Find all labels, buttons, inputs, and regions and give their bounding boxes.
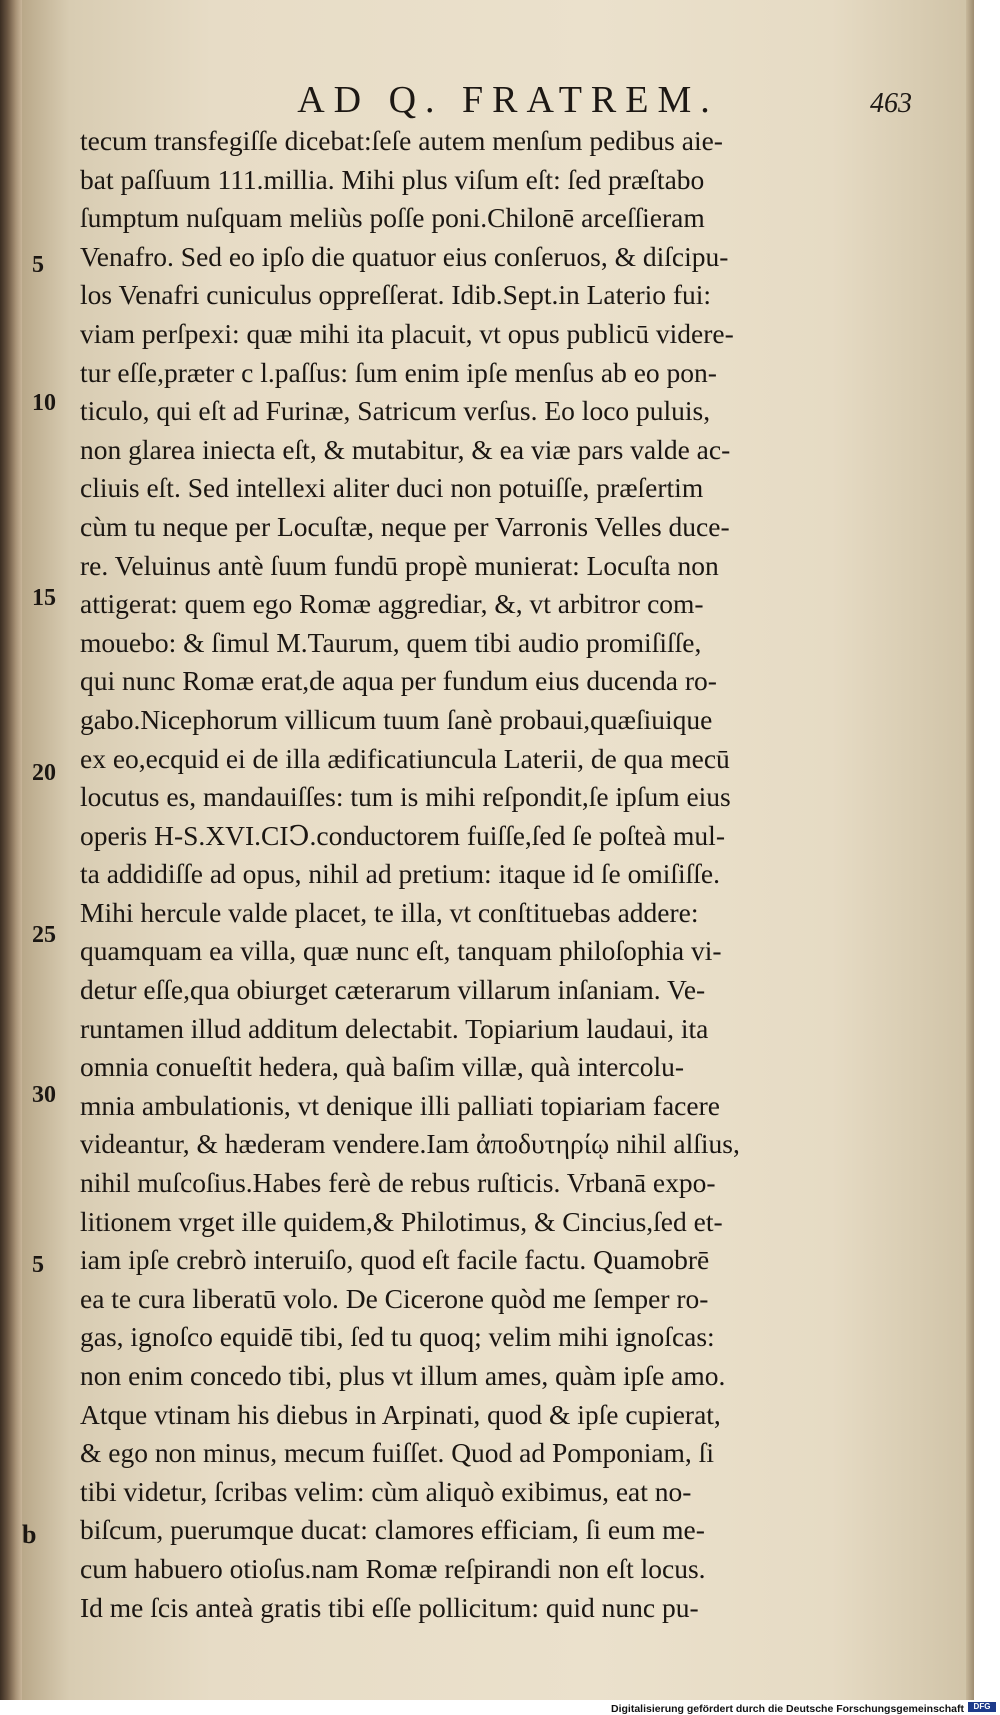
funding-credit: Digitalisierung gefördert durch die Deutsche Forschungsgemeinschaft [611,1703,964,1715]
text-line: los Venafri cuniculus oppreſſerat. Idib.Sept.in Laterio fui: [80,279,712,311]
text-line: tibi videtur, ſcribas velim: cùm aliquò exibimus, eat no- [80,1475,692,1507]
line-number-margin [22,0,82,1700]
page-number: 463 [870,88,912,119]
text-line: nihil muſcoſius.Habes ferè de rebus ruſticis. Vrbanā expo- [80,1167,716,1199]
latin-text-block [80,122,780,1627]
text-line: videantur, & hæderam vendere.Iam ἀποδυτηρίῳ nihil alſius, [80,1128,740,1160]
margin-line-number: 30 [32,1082,56,1108]
text-line: iam ipſe crebrò interuiſo, quod eſt facile factu. Quamobrē [80,1244,710,1276]
text-line: runtamen illud additum delectabit. Topiarium laudaui, ita [80,1012,709,1044]
book-page [22,0,974,1700]
text-line: gas, ignoſco equidē tibi, ſed tu quoq; velim mihi ignoſcas: [80,1321,715,1353]
text-line: detur eſſe,qua obiurget cæterarum villarum inſaniam. Ve- [80,974,706,1006]
text-line: ticulo, qui eſt ad Furinæ, Satricum verſus. Eo loco puluis, [80,395,711,427]
running-head: AD Q. FRATREM. [297,79,719,121]
text-line: gabo.Nicephorum villicum tuum ſanè probaui,quæſiuique [80,703,713,735]
text-line: viam perſpexi: quæ mihi ita placuit, vt opus publicū videre- [80,317,734,349]
book-spine [0,0,22,1700]
text-line: ta addidiſſe ad opus, nihil ad pretium: itaque id ſe omiſiſſe. [80,858,721,890]
text-line: cùm tu neque per Locuſtæ, neque per Varronis Velles duce- [80,510,730,542]
margin-line-number: 10 [32,390,56,416]
text-line: mouebo: & ſimul M.Taurum, quem tibi audio promiſiſſe, [80,626,702,658]
text-line: Mihi hercule valde placet, te illa, vt conſtituebas addere: [80,896,699,928]
text-line: litionem vrget ille quidem,& Philotimus, & Cincius,ſed et- [80,1205,723,1237]
text-line: Atque vtinam his diebus in Arpinati, quod & ipſe cupierat, [80,1398,721,1430]
text-line: Venafro. Sed eo ipſo die quatuor eius conſeruos, & diſcipu- [80,240,729,272]
text-line: tecum transfegiſſe dicebat:ſeſe autem menſum pedibus aie- [80,125,723,156]
text-line: mnia ambulationis, vt denique illi palliati topiariam facere [80,1089,720,1121]
text-line: bat paſſuum 111.millia. Mihi plus viſum eſt: ſed præſtabo [80,163,705,195]
footer-bar [0,1700,1000,1713]
margin-line-number: 15 [32,585,56,611]
text-line: qui nunc Romæ erat,de aqua per fundum eius ducenda ro- [80,665,717,697]
text-line: quamquam ea villa, quæ nunc eſt, tanquam philoſophia vi- [80,935,722,967]
text-line: ſumptum nuſquam meliùs poſſe poni.Chilonē arceſſieram [80,202,705,234]
signature-mark: b [22,1520,37,1549]
margin-line-number: 20 [32,760,56,786]
text-line: omnia conueſtit hedera, quà baſim villæ, quà intercolu- [80,1051,685,1083]
text-line: operis H-S.XVI.CIↃ.conductorem fuiſſe,ſed ſe poſteà mul- [80,819,725,851]
dfg-logo: DFG [968,1702,996,1712]
margin-line-number: 5 [32,1252,44,1278]
margin-line-number: 5 [32,252,44,278]
text-line: tur eſſe,præter c l.paſſus: ſum enim ipſe menſus ab eo pon- [80,356,717,388]
text-line: attigerat: quem ego Romæ aggrediar, &, vt arbitror com- [80,588,704,620]
margin-line-number: 25 [32,922,56,948]
text-line: non glarea iniecta eſt, & mutabitur, & ea viæ pars valde ac- [80,433,731,465]
text-line: biſcum, puerumque ducat: clamores efficiam, ſi eum me- [80,1514,705,1546]
text-line: re. Veluinus antè ſuum fundū propè munierat: Locuſta non [80,549,719,581]
text-line: cliuis eſt. Sed intellexi aliter duci non potuiſſe, præſertim [80,472,704,504]
text-line: & ego non minus, mecum fuiſſet. Quod ad Pomponiam, ſi [80,1437,714,1469]
text-line: Id me ſcis anteà gratis tibi eſſe pollicitum: quid nunc pu- [80,1591,699,1623]
text-line: cum habuero otioſus.nam Romæ reſpirandi non eſt locus. [80,1552,706,1584]
text-line: non enim concedo tibi, plus vt illum ames, quàm ipſe amo. [80,1360,726,1391]
text-line: locutus es, mandauiſſes: tum is mihi reſpondit,ſe ipſum eius [80,781,731,813]
text-line: ex eo,ecquid ei de illa ædificatiuncula Laterii, de qua mecū [80,742,730,774]
text-line: ea te cura liberatū volo. De Cicerone quòd me ſemper ro- [80,1282,709,1314]
page-edge [966,0,974,1700]
